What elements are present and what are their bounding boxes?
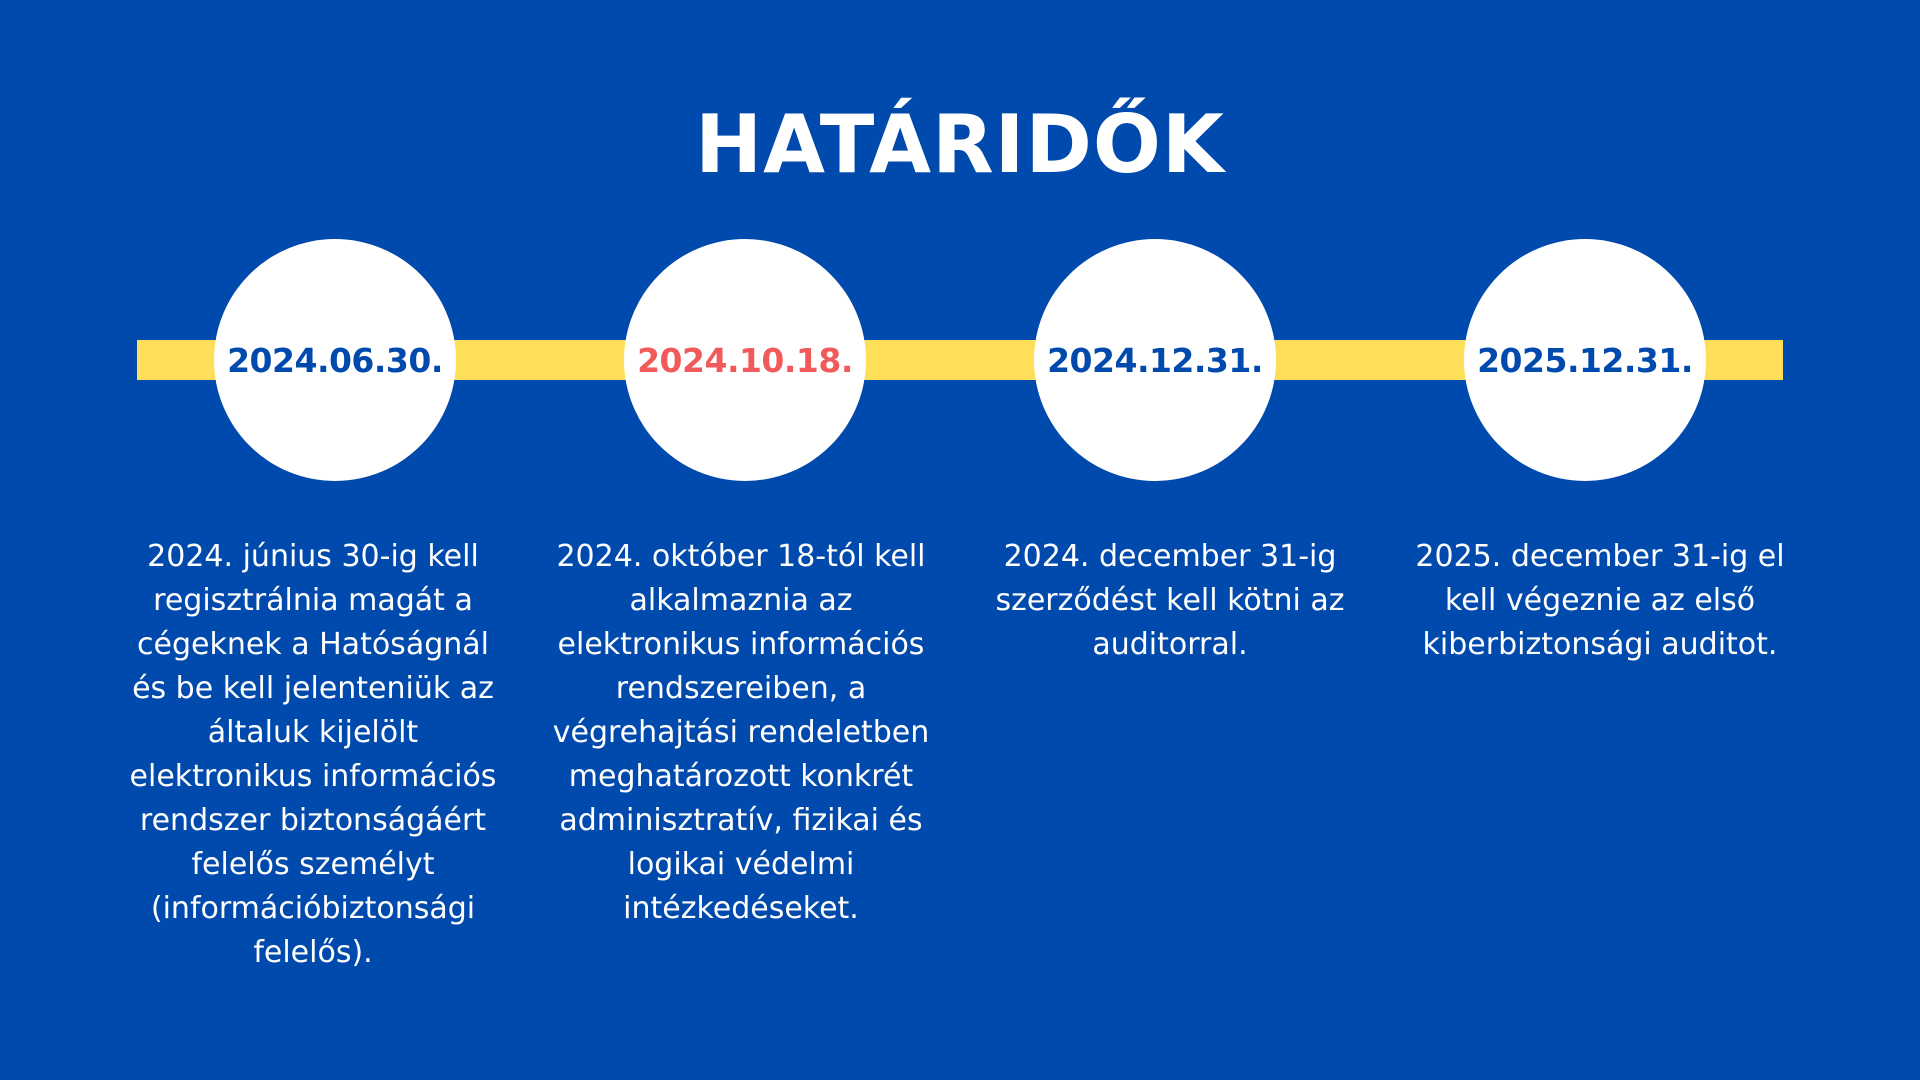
- page-title: HATÁRIDŐK: [695, 98, 1225, 191]
- milestone-date-2: 2024.10.18.: [637, 340, 853, 380]
- milestone-date-3: 2024.12.31.: [1047, 340, 1263, 380]
- milestone-description-4: 2025. december 31-ig el kell végeznie az első kiberbiztonsági auditot.: [1415, 539, 1785, 662]
- milestone-date-1: 2024.06.30.: [227, 340, 443, 380]
- milestone-description-3: 2024. december 31-ig szerződést kell kötni az auditorral.: [995, 539, 1345, 662]
- milestone-circle-2: [624, 239, 866, 481]
- milestone-description-2: 2024. október 18-tól kell alkalmaznia az elektronikus információs rendszereiben, a végrehajtási rendeletben meghatározott konkrét adminisztratív, fizikai és logikai védelmi intézkedéseket.: [552, 539, 930, 926]
- milestone-circle-3: [1034, 239, 1276, 481]
- milestone-date-4: 2025.12.31.: [1477, 340, 1693, 380]
- milestone-circle-4: [1464, 239, 1706, 481]
- milestone-circle-1: [214, 239, 456, 481]
- milestone-description-1: 2024. június 30-ig kell regisztrálnia magát a cégeknek a Hatóságnál és be kell jelenteniük az általuk kijelölt elektronikus információs rendszer biztonságáért felelős személyt (információbiztonsági felelős).: [129, 539, 497, 970]
